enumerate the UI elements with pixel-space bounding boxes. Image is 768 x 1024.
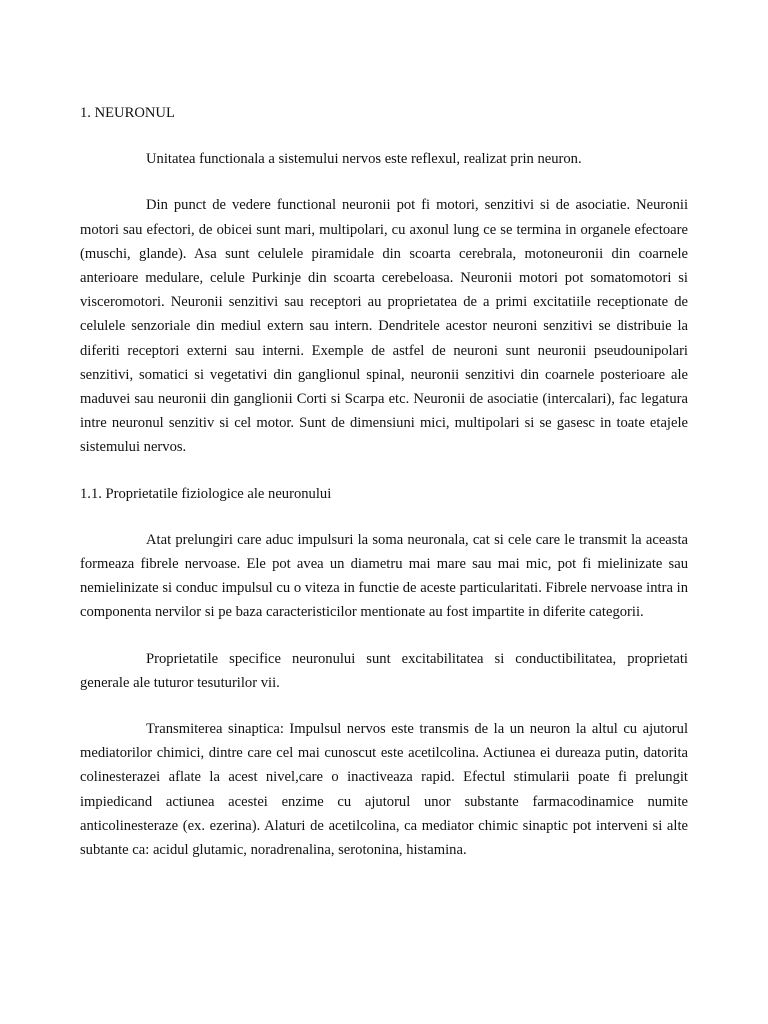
paragraph-specific-properties: Proprietatile specifice neuronului sunt excitabilitatea si conductibilitatea, proprietati generale ale tuturor tesuturilor vii. [80, 650, 688, 691]
paragraph-synaptic-transmission: Transmiterea sinaptica: Impulsul nervos este transmis de la un neuron la altul cu ajutorul mediatorilor chimici, dintre care cel mai cunoscut este acetilcolina. Actiunea ei dureaza putin, datorita colinesterazei aflate la acest nivel,care o inactiveaza rapid. Efectul stimularii poate fi prelungit impiedicand actiunea acestei enzime cu ajutorul unor substante farmacodinamice numite anticolinesteraze (ex. ezerina). Alaturi de acetilcolina, ca mediator chimic sinaptic pot interveni si alte subtante ca: acidul glutamic, noradrenalina, serotonina, histamina. [80, 721, 688, 859]
paragraph-neuron-types: Din punct de vedere functional neuronii pot fi motori, senzitivi si de asociatie. Neuronii motori sau efectori, de obicei sunt mari, multipolari, cu axonul lung ce se termina in organele efectoare (muschi, glande). Asa sunt celulele piramidale din scoarta cerebrala, motoneuronii din coarnele anterioare medulare, celule Purkinje din scoarta cerebeloasa. Neuronii motori pot somatomotori si visceromotori. Neuronii senzitivi sau receptori au proprietatea de a primi excitatiile receptionate de celulele senzoriale din mediul extern sau intern. Dendritele acestor neuroni senzitivi se distribuie la diferiti receptori externi sau interni. Exemple de astfel de neuroni sunt neuronii pseudounipolari senzitivi, somatici si vegetativi din ganglionul spinal, neuronii senzitivi din coarnele posterioare ale maduvei sau neuronii din ganglionii Corti si Scarpa etc. Neuronii de asociatie (intercalari), fac legatura intre neuronul senzitiv si cel motor. Sunt de dimensiuni mici, multipolari si se gasesc in toate etajele sistemului nervos. [80, 197, 688, 456]
paragraph-reflex: Unitatea functionala a sistemului nervos este reflexul, realizat prin neuron. [146, 151, 582, 168]
section-heading-neuronul: 1. NEURONUL [80, 105, 175, 121]
subsection-heading-properties: 1.1. Proprietatile fiziologice ale neuronului [80, 485, 332, 502]
paragraph-nerve-fibers: Atat prelungiri care aduc impulsuri la soma neuronala, cat si cele care le transmit la aceasta formeaza fibrele nervoase. Ele pot avea un diametru mai mare sau mai mic, pot fi mielinizate sau nemielinizate si conduc impulsul cu o viteza in functie de aceste particularitati. Fibrele nervoase intra in componenta nervilor si pe baza caracteristicilor mentionate au fost impartite in diferite categorii. [80, 531, 688, 621]
document-body [80, 101, 688, 884]
